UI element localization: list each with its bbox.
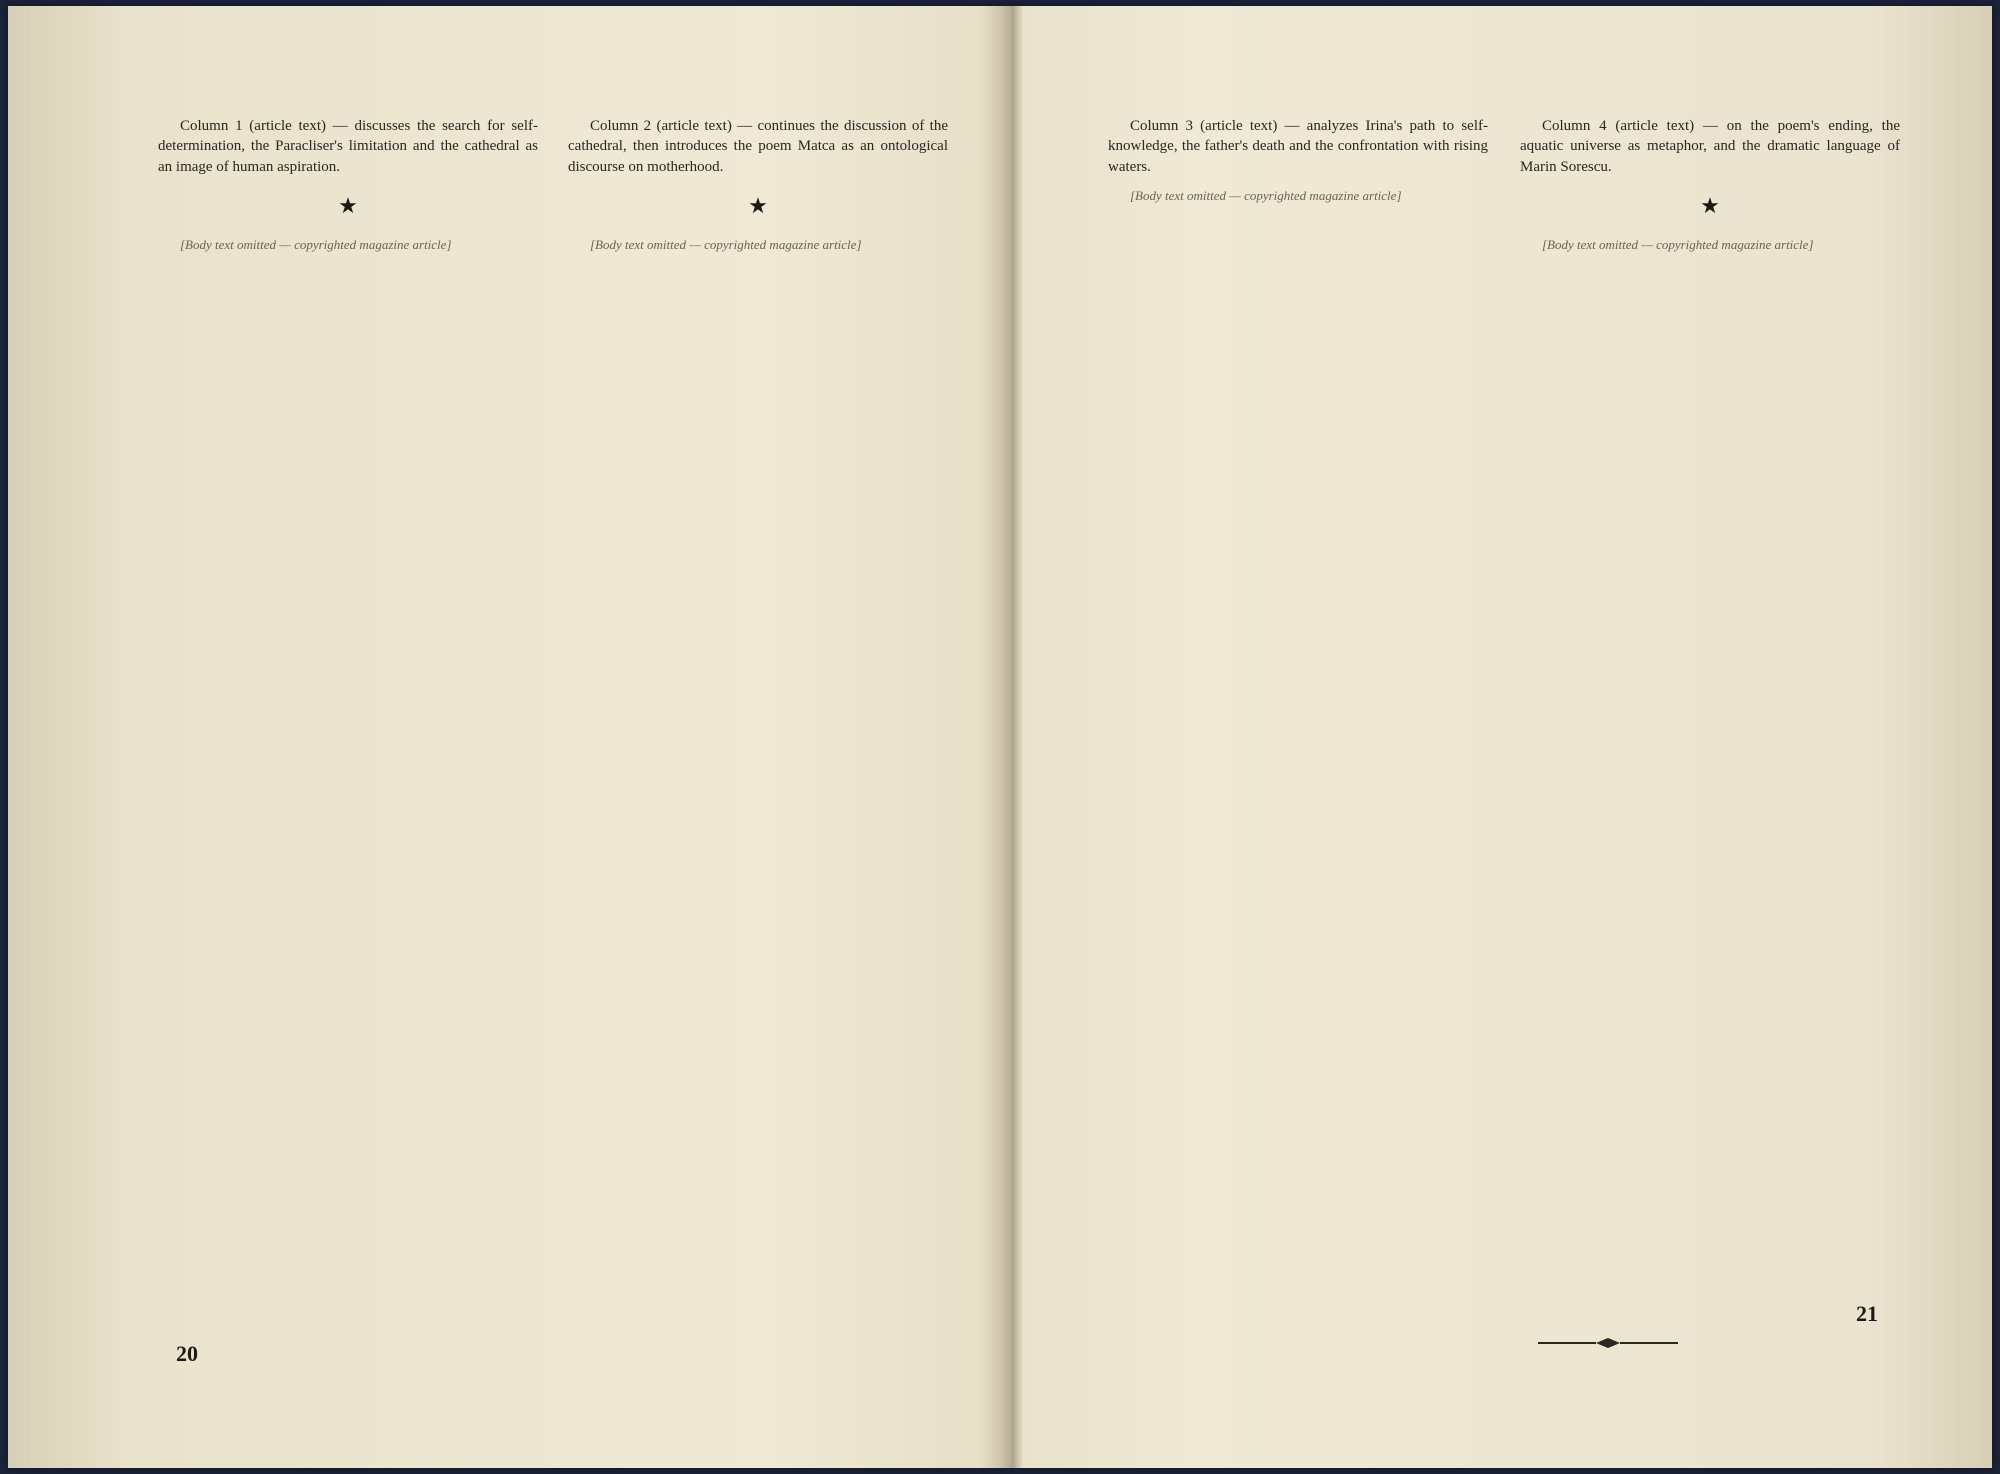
right-column-1 <box>1108 116 1488 214</box>
omission-note: [Body text omitted — copyrighted magazine article] <box>180 237 452 253</box>
omission-note: [Body text omitted — copyrighted magazine article] <box>1130 187 1402 203</box>
star-separator: ★ <box>338 192 358 218</box>
end-ornament-icon <box>1538 1336 1678 1350</box>
left-page <box>158 76 948 1436</box>
star-separator: ★ <box>748 192 768 218</box>
omission-note: [Body text omitted — copyrighted magazine article] <box>590 237 862 253</box>
book-binding <box>1000 6 1024 1468</box>
column-summary: Column 3 (article text) — analyzes Irina's path to self-knowledge, the father's death and the confrontation with rising waters. <box>1108 118 1488 175</box>
left-column-2 <box>568 116 948 264</box>
page-number-right: 21 <box>1856 1301 1878 1326</box>
omission-note: [Body text omitted — copyrighted magazine article] <box>1542 237 1814 253</box>
book-spread <box>8 6 1992 1468</box>
page-number-left: 20 <box>176 1341 198 1366</box>
column-summary: Column 2 (article text) — continues the discussion of the cathedral, then introduces the poem Matca as an ontological discourse on motherhood. <box>568 118 948 175</box>
star-separator: ★ <box>1700 192 1720 218</box>
left-column-1 <box>158 116 538 264</box>
right-column-2 <box>1520 116 1900 264</box>
right-page <box>1108 76 1908 1436</box>
column-summary: Column 4 (article text) — on the poem's ending, the aquatic universe as metaphor, and the dramatic language of Marin Sorescu. <box>1520 118 1900 175</box>
column-summary: Column 1 (article text) — discusses the search for self-determination, the Paracliser's limitation and the cathedral as an image of human aspiration. <box>158 118 538 175</box>
